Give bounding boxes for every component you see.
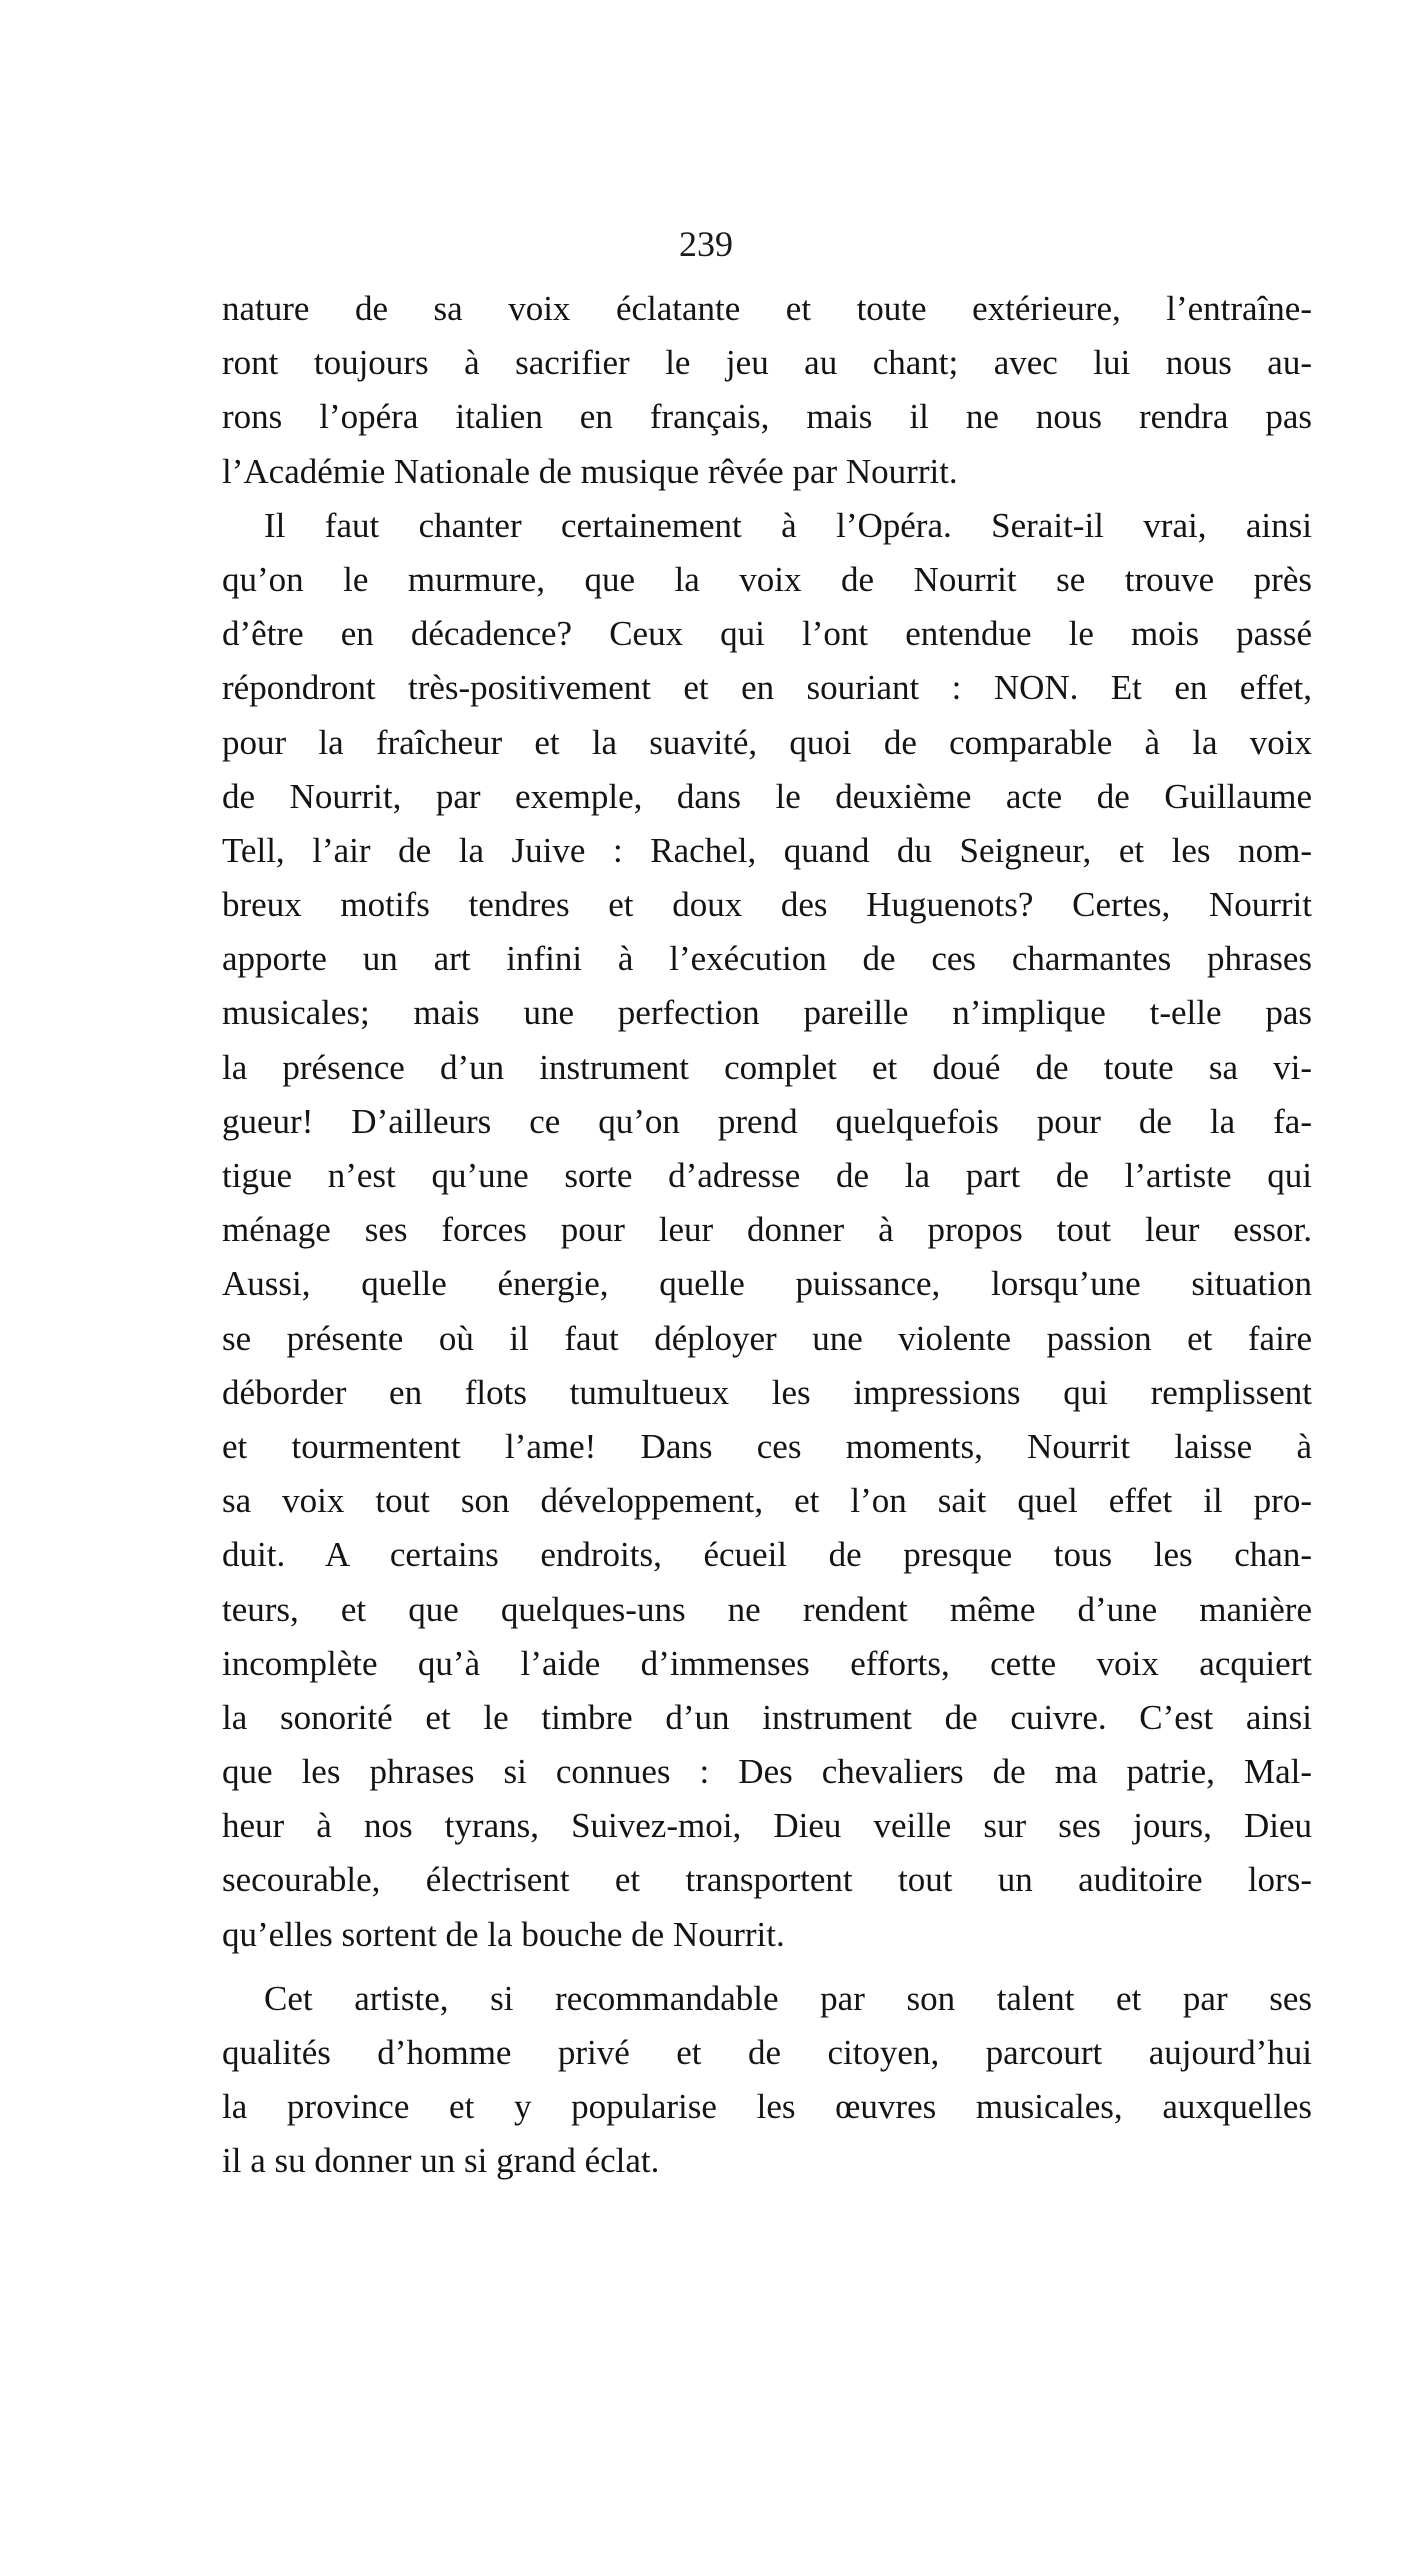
text-line: gueur! D’ailleurs ce qu’on prend quelquefois pour de la fa-: [222, 1101, 1312, 1141]
body-text: [222, 282, 1312, 2189]
page-number: 239: [679, 224, 733, 264]
text-line: l’Académie Nationale de musique rêvée par Nourrit.: [222, 451, 958, 491]
text-line: il a su donner un si grand éclat.: [222, 2141, 660, 2181]
text-line: ménage ses forces pour leur donner à propos tout leur essor.: [222, 1210, 1312, 1250]
text-line: nature de sa voix éclatante et toute extérieure, l’entraîne-: [222, 289, 1312, 328]
text-line: qu’elles sortent de la bouche de Nourrit.: [222, 1914, 785, 1954]
text-line: apporte un art infini à l’exécution de ces charmantes phrases: [222, 939, 1312, 979]
text-line: et tourmentent l’ame! Dans ces moments, Nourrit laisse à: [222, 1426, 1312, 1466]
text-line: pour la fraîcheur et la suavité, quoi de comparable à la voix: [222, 722, 1312, 762]
text-line: Tell, l’air de la Juive : Rachel, quand du Seigneur, et les nom-: [222, 830, 1312, 870]
text-line: heur à nos tyrans, Suivez-moi, Dieu veille sur ses jours, Dieu: [222, 1806, 1312, 1846]
text-line: qu’on le murmure, que la voix de Nourrit se trouve près: [222, 559, 1312, 599]
text-line: Cet artiste, si recommandable par son talent et par ses: [264, 1978, 1312, 2018]
text-line: rons l’opéra italien en français, mais il ne nous rendra pas: [222, 397, 1312, 437]
text-line: Aussi, quelle énergie, quelle puissance, lorsqu’une situation: [222, 1264, 1312, 1304]
text-line: tigue n’est qu’une sorte d’adresse de la part de l’artiste qui: [222, 1156, 1312, 1195]
text-line: teurs, et que quelques-uns ne rendent même d’une manière: [222, 1589, 1312, 1629]
text-line: répondront très-positivement et en souriant : NON. Et en effet,: [222, 668, 1312, 708]
text-line: ront toujours à sacrifier le jeu au chant; avec lui nous au-: [222, 343, 1312, 383]
text-line: la province et y popularise les œuvres musicales, auxquelles: [222, 2087, 1312, 2127]
text-line: qualités d’homme privé et de citoyen, parcourt aujourd’hui: [222, 2033, 1312, 2072]
text-line: d’être en décadence? Ceux qui l’ont entendue le mois passé: [222, 614, 1312, 654]
text-line: incomplète qu’à l’aide d’immenses efforts, cette voix acquiert: [222, 1643, 1312, 1683]
text-line: musicales; mais une perfection pareille n’implique t-elle pas: [222, 993, 1312, 1033]
text-line: que les phrases si connues : Des chevaliers de ma patrie, Mal-: [222, 1752, 1312, 1792]
text-line: la sonorité et le timbre d’un instrument de cuivre. C’est ainsi: [222, 1697, 1312, 1737]
text-line: se présente où il faut déployer une violente passion et faire: [222, 1318, 1312, 1358]
text-line: sa voix tout son développement, et l’on sait quel effet il pro-: [222, 1481, 1312, 1521]
text-line: secourable, électrisent et transportent tout un auditoire lors-: [222, 1860, 1312, 1900]
text-line: Il faut chanter certainement à l’Opéra. Serait-il vrai, ainsi: [264, 505, 1312, 545]
text-line: la présence d’un instrument complet et doué de toute sa vi-: [222, 1047, 1312, 1087]
text-line: breux motifs tendres et doux des Huguenots? Certes, Nourrit: [222, 885, 1312, 925]
text-line: déborder en flots tumultueux les impressions qui remplissent: [222, 1372, 1312, 1412]
text-line: de Nourrit, par exemple, dans le deuxième acte de Guillaume: [222, 776, 1312, 816]
text-line: duit. A certains endroits, écueil de presque tous les chan-: [222, 1535, 1312, 1575]
